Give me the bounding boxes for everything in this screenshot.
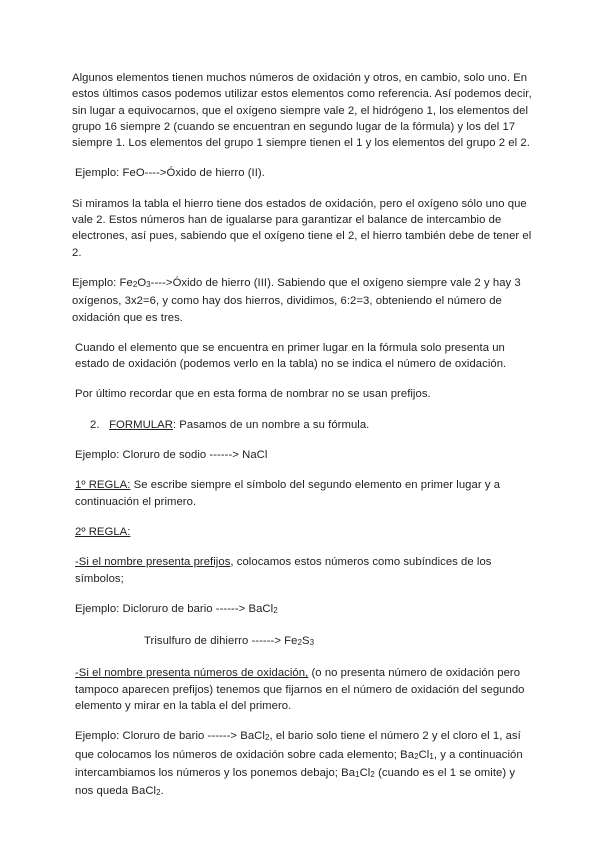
rule-2-heading: 2º REGLA: bbox=[75, 525, 131, 538]
paragraph-no-prefixes: Por último recordar que en esta forma de nombrar no se usan prefijos. bbox=[75, 388, 431, 401]
example-nacl: Ejemplo: Cloruro de sodio ------> NaCl bbox=[75, 449, 268, 462]
paragraph-intro: Algunos elementos tienen muchos números de oxidación y otros, en cambio, solo uno. En estos últimos casos podemos utilizar estos elementos como referencia. Así podemos decir, sin lugar a equivocarnos, que el oxígeno siempre vale 2, el hidrógeno 1, los elementos del grupo 16 siempre 2 (cuando se encuentran en segundo lugar de la fórmula) y los del 17 siempre 1. Los elementos del grupo 1 siempre tienen el 1 y los elementos del grupo 2 el 2. bbox=[72, 72, 532, 150]
rule-2-oxidation-numbers: -Si el nombre presenta números de oxidación, (o no presenta número de oxidación pero tampoco aparecen prefijos) tenemos que fijarnos en el número de oxidación del segundo elemento y mirar en la tabla el del primero. bbox=[75, 667, 525, 713]
paragraph-iron-explanation: Si miramos la tabla el hierro tiene dos estados de oxidación, pero el oxígeno sólo uno que vale 2. Estos números han de igualarse para garantizar el balance de intercambio de electrones, así pues, sabiendo que el oxígeno tiene el 2, el hierro también debe de tener el 2. bbox=[72, 197, 532, 259]
list-item-formular: 2. FORMULAR: Pasamos de un nombre a su fórmula. bbox=[90, 418, 370, 431]
example-bacl2: Ejemplo: Dicloruro de bario ------> BaCl2 bbox=[75, 602, 278, 615]
rule-2-prefixes: -Si el nombre presenta prefijos, colocamos estos números como subíndices de los símbolos; bbox=[75, 556, 492, 585]
example-fe2o3: Ejemplo: Fe2O3---->Óxido de hierro (III). Sabiendo que el oxígeno siempre vale 2 y hay 3 oxígenos, 3x2=6, y como hay dos hierros, dividimos, 6:2=3, obteniendo el número de oxidación que es tres. bbox=[72, 276, 521, 324]
rule-1: 1º REGLA: Se escribe siempre el símbolo del segundo elemento en primer lugar y a continuación el primero. bbox=[75, 479, 501, 508]
document-body bbox=[72, 70, 532, 816]
example-bacl2-explained: Ejemplo: Cloruro de bario ------> BaCl2, el bario solo tiene el número 2 y el cloro el 1, así que colocamos los números de oxidación sobre cada elemento; Ba2Cl1, y a continuación intercambiamos los números y los ponemos debajo; Ba1Cl2 (cuando es el 1 se omite) y nos queda BaCl2. bbox=[75, 730, 523, 798]
example-fe2s3: Trisulfuro de dihierro ------> Fe2S3 bbox=[144, 635, 315, 648]
example-feo: Ejemplo: FeO---->Óxido de hierro (II). bbox=[75, 167, 265, 180]
paragraph-single-state: Cuando el elemento que se encuentra en primer lugar en la fórmula solo presenta un estado de oxidación (podemos verlo en la tabla) no se indica el número de oxidación. bbox=[75, 341, 507, 371]
